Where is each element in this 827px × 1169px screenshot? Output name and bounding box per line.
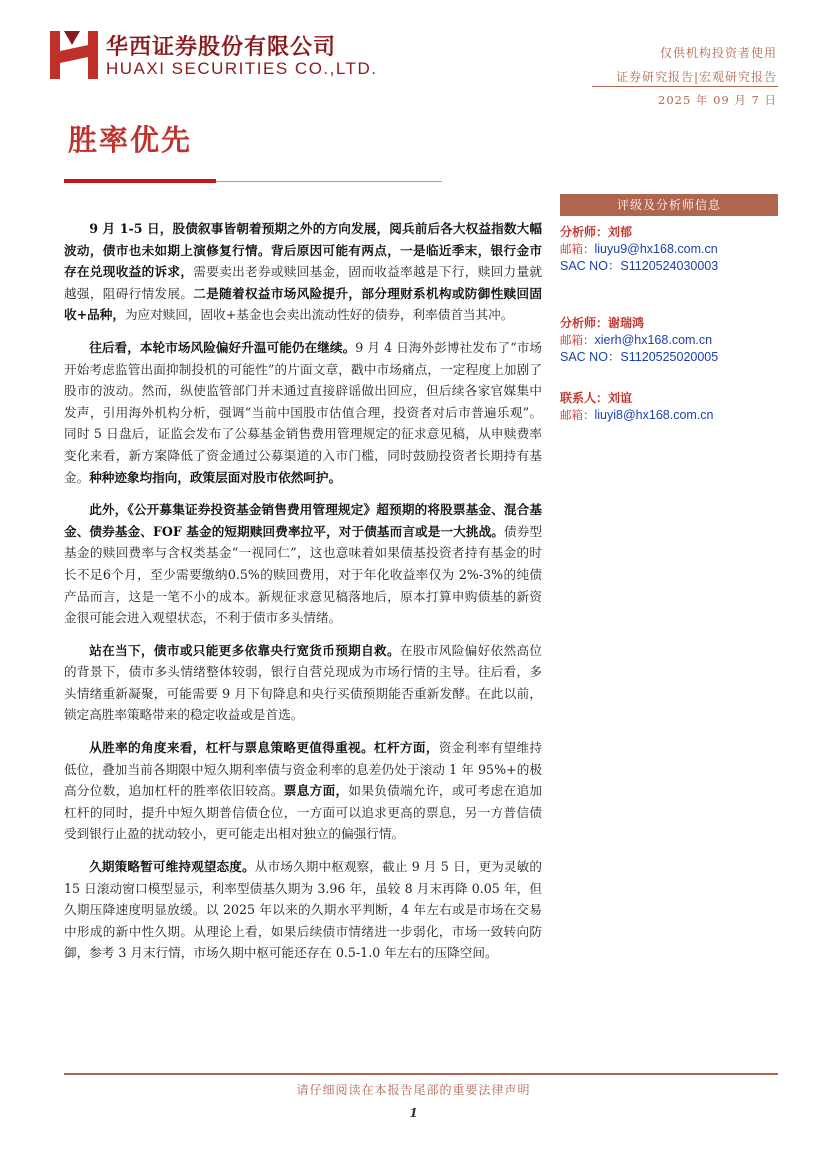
email-label: 邮箱：	[560, 242, 595, 256]
contact-email[interactable]: liuyi8@hx168.com.cn	[594, 408, 714, 422]
contact-name: 联系人：刘谊	[560, 391, 633, 405]
emphasis-text: 从胜率的角度来看，杠杆与票息策略更值得重视。杠杆方面，	[89, 740, 439, 756]
body-paragraph	[64, 337, 542, 488]
emphasis-text: 9 月 1-5 日，股债叙事皆朝着预期之外的方向发展，阅兵前后各大权益指数大幅波动，债市也未如期上演修复行情。背后原因可能有两点，一是临近季末，银行金市存在兑现收益的诉求，	[64, 221, 542, 280]
body-paragraph	[64, 499, 542, 629]
body-text: 9 月 4 日海外彭博社发布了“市场开始考虑监管出面抑制投机的可能性”的片面文章，戳中市场痛点，一定程度上加剧了股市的波动。然而，纵使监管部门并未通过直接辟谣做出回应，但后续各家官媒集中发声，引用海外机构分析，强调“当前中国股市估值合理，投资者对后市普遍乐观”。同时 5 日盘后，证监会发布了公募基金销售费用管理规定的征求意见稿，从申赎费率变化来看，新方案降低了资金通过公募渠道的入市门槛，同时鼓励投资者长期持有基金。	[64, 339, 543, 485]
analyst-sac: SAC NO：S1120524030003	[560, 259, 719, 273]
company-name-cn: 华西证券股份有限公司	[106, 35, 337, 60]
report-date: 2025 年 09 月 7 日	[658, 93, 777, 107]
analyst-name: 分析师：谢瑞鸿	[560, 316, 645, 330]
emphasis-text: 往后看，本轮市场风险偏好升温可能仍在继续。	[89, 339, 356, 355]
emphasis-text: 此外，《公开募集证券投资基金销售费用管理规定》超预期的将股票基金、混合基金、债券基金、FOF 基金的短期赎回费率拉平，对于债基而言或是一大挑战。	[64, 502, 542, 539]
emphasis-text: 票息方面，	[283, 783, 349, 799]
title-underline	[64, 179, 216, 183]
page-number: 1	[409, 1106, 418, 1120]
emphasis-text: 久期策略暂可维持观望态度。	[89, 859, 255, 875]
analyst-panel	[560, 194, 778, 424]
report-body	[64, 218, 542, 975]
title-underline-thin	[216, 181, 442, 182]
analyst-card	[560, 224, 778, 275]
analyst-panel-heading: 评级及分析师信息	[560, 194, 778, 216]
analyst-card	[560, 315, 778, 366]
emphasis-text: 站在当下，债市或只能更多依靠央行宽货币预期自救。	[89, 642, 400, 658]
company-name-en: HUAXI SECURITIES CO.,LTD.	[106, 59, 378, 78]
body-text: 为应对赎回，固收+基金也会卖出流动性好的债券，利率债首当其冲。	[124, 307, 514, 323]
email-label: 邮箱：	[560, 333, 595, 347]
legal-disclaimer: 请仔细阅读在本报告尾部的重要法律声明	[296, 1083, 531, 1097]
footer-divider	[64, 1073, 778, 1075]
body-text: 债券型基金的赎回费率与含权类基金“一视同仁”，这也意味着如果债基投资者持有基金的时长不足6个月，至少需要缴纳0.5%的赎回费用，对于年化收益率仅为 2%-3%的纯债产品而言，这是一笔不小的成本。新规征求意见稿落地后，原本打算申购债基的新资金很可能会进入观望状态，不利于债市多头情绪。	[64, 523, 542, 626]
analyst-name: 分析师：刘郁	[560, 225, 633, 239]
analyst-sac: SAC NO：S1120525020005	[560, 350, 719, 364]
body-text: 需要卖出老券或赎回基金，固而收益率越是下行，赎回力量就越强，阻碍行情发展。	[64, 264, 543, 301]
emphasis-text: 种种迹象均指向，政策层面对股市依然呵护。	[89, 469, 342, 485]
body-text: 资金利率有望维持低位，叠加当前各期限中短久期利率债与资金利率的息差仍处于滚动 1 年 95%+的极高分位数，追加杠杆的胜率依旧较高。	[64, 740, 543, 799]
huaxi-logo-icon	[50, 31, 98, 79]
email-label: 邮箱：	[560, 408, 595, 422]
report-category: 证券研究报告|宏观研究报告	[615, 70, 777, 84]
body-paragraph	[64, 640, 542, 726]
body-text: 从市场久期中枢观察，截止 9 月 5 日，更为灵敏的 15 日滚动窗口模型显示，利率型债基久期为 3.96 年，虽较 8 月末再降 0.05 年，但久期压降速度明显放缓。以 2025 年以来的久期水平判断，4 年左右或是市场在交易中形成的新中性久期。从理论上看，如果后续债市情绪进一步弱化，市场一致转向防御，参考 3 月末行情，市场久期中枢可能还存在 0.5-1.0 年左右的压降空间。	[64, 859, 542, 961]
analyst-email[interactable]: liuyu9@hx168.com.cn	[594, 242, 718, 256]
header-divider	[592, 86, 778, 87]
emphasis-text: 二是随着权益市场风险提升，部分理财系机构或防御性赎回固收+品种，	[64, 285, 543, 323]
body-paragraph	[64, 737, 542, 845]
analyst-email[interactable]: xierh@hx168.com.cn	[594, 333, 713, 347]
audience-notice: 仅供机构投资者使用	[659, 46, 777, 60]
body-text: 如果负债端允许，或可考虑在追加杠杆的同时，提升中短久期普信债仓位，一方面可以追求更高的票息，另一方普信债受到银行止盈的扰动较小，更可能走出相对独立的偏强行情。	[64, 783, 543, 842]
report-title: 胜率优先	[68, 123, 193, 157]
contact-card	[560, 390, 778, 424]
body-paragraph	[64, 856, 542, 964]
body-text: 在股市风险偏好依然高位的背景下，债市多头情绪整体较弱，银行自营兑现成为市场行情的主导。往后看，多头情绪重新凝聚，可能需要 9 月下旬降息和央行买债预期能否重新发酵。在此以前，锁定高胜率策略带来的稳定收益或是首选。	[64, 642, 543, 723]
body-paragraph	[64, 218, 542, 326]
